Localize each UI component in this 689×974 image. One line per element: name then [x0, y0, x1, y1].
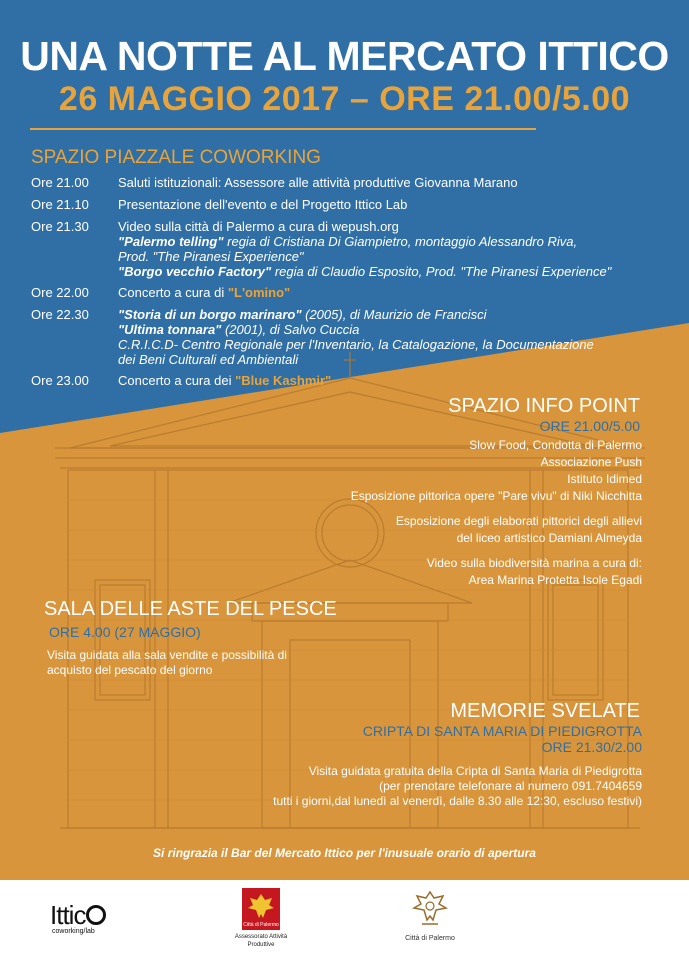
- memorie-place: CRIPTA DI SANTA MARIA DI PIEDIGROTTA: [362, 723, 642, 739]
- info-line: Istituto Idimed: [567, 472, 642, 486]
- program-time: Ore 22.30: [31, 307, 89, 322]
- poster-title: UNA NOTTE AL MERCATO ITTICO: [20, 33, 669, 79]
- assessorato-logo: [224, 888, 298, 949]
- program-text: Presentazione dell'evento e del Progetto Ittico Lab: [118, 197, 408, 212]
- program-film-line: [118, 234, 671, 249]
- ittico-o-icon: [86, 905, 106, 925]
- info-line: Esposizione degli elaborati pittorici degli allievi: [395, 514, 642, 528]
- film-credits: (2001), di Salvo Cuccia: [221, 322, 360, 337]
- thanks-note: Si ringrazia il Bar del Mercato Ittico per l'inusuale orario di apertura: [153, 846, 536, 860]
- info-point-time: ORE 21.00/5.00: [539, 418, 640, 434]
- title-divider: [30, 128, 536, 130]
- program-film-line: [118, 307, 671, 322]
- film-credit: C.R.I.C.D- Centro Regionale per l'Inventario, la Catalogazione, la Documentazione: [118, 337, 594, 352]
- ittico-sub: coworking/lab: [52, 928, 95, 935]
- program-text: Video sulla città di Palermo a cura di wepush.org: [118, 219, 399, 234]
- citta-caption: Città di Palermo: [405, 935, 455, 942]
- spacer: [282, 547, 642, 555]
- assessorato-caption-line: Assessorato Attività: [234, 934, 288, 940]
- ittico-brand: [50, 902, 106, 928]
- program-time: Ore 21.10: [31, 197, 89, 212]
- program-text: Concerto a cura di: [118, 285, 228, 300]
- program-row: [31, 219, 671, 279]
- badge-text: Città di Palermo: [243, 922, 279, 928]
- memorie-line: (per prenotare telefonare al numero 091.7404659: [379, 779, 642, 793]
- program-row: [31, 197, 671, 213]
- program-text: Saluti istituzionali: Assessore alle attività produttive Giovanna Marano: [118, 175, 518, 190]
- info-line: Area Marina Protetta Isole Egadi: [468, 573, 642, 587]
- sala-time: ORE 4.00 (27 MAGGIO): [49, 624, 201, 640]
- program-time: Ore 23.00: [31, 373, 89, 388]
- film-title: "Palermo telling": [118, 234, 224, 249]
- program-row: [31, 373, 671, 389]
- eagle-crest-icon: [242, 888, 280, 930]
- assessorato-caption-line: Produttive: [247, 942, 275, 948]
- program-time: Ore 21.00: [31, 175, 89, 190]
- ittico-lab-logo: [50, 902, 106, 936]
- coworking-program: [31, 175, 671, 395]
- film-credits: (2005), di Maurizio de Francisci: [301, 307, 487, 322]
- assessorato-caption: [224, 933, 298, 949]
- program-text-block: [118, 219, 671, 279]
- film-credit: dei Beni Culturali ed Ambientali: [118, 352, 299, 367]
- info-line: del liceo artistico Damiani Almeyda: [456, 531, 642, 545]
- sala-heading: SALA DELLE ASTE DEL PESCE: [44, 598, 337, 620]
- film-title: "Ultima tonnara": [118, 322, 222, 337]
- memorie-heading: MEMORIE SVELATE: [450, 700, 640, 722]
- spacer: [282, 505, 642, 513]
- memorie-line: Visita guidata gratuita della Cripta di Santa Maria di Piedigrotta: [308, 764, 642, 778]
- info-line: Esposizione pittorica opere "Pare vivu" di Niki Nicchitta: [350, 489, 642, 503]
- performer-name: "Blue Kashmir": [235, 373, 332, 388]
- poster-subtitle: 26 MAGGIO 2017 – ORE 21.00/5.00: [58, 80, 631, 118]
- program-film-line: [118, 322, 671, 337]
- info-point-list: [282, 437, 642, 589]
- program-time: Ore 22.00: [31, 285, 89, 300]
- memorie-line: tutti i giorni,dal lunedì al venerdì, dalle 8.30 alle 12:30, escluso festivi): [273, 794, 642, 808]
- coworking-heading: SPAZIO PIAZZALE COWORKING: [31, 147, 321, 168]
- program-time: Ore 21.30: [31, 219, 89, 234]
- program-text-block: [118, 285, 671, 301]
- memorie-description: [222, 764, 642, 809]
- program-row: [31, 307, 671, 367]
- info-line: Video sulla biodiversità marina a cura di:: [426, 556, 642, 570]
- info-point-heading: SPAZIO INFO POINT: [448, 395, 640, 417]
- film-title: "Borgo vecchio Factory": [118, 264, 272, 279]
- program-row: [31, 175, 671, 191]
- film-title: "Storia di un borgo marinaro": [118, 307, 302, 322]
- program-text-block: [118, 373, 671, 389]
- info-line: Associazione Push: [540, 455, 642, 469]
- eagle-coat-of-arms-icon: [410, 888, 450, 928]
- info-line: Slow Food, Condotta di Palermo: [469, 438, 642, 452]
- program-film-line: [118, 264, 671, 279]
- film-credits: regia di Claudio Esposito, Prod. "The Piranesi Experience": [271, 264, 612, 279]
- program-text: Concerto a cura dei: [118, 373, 236, 388]
- film-production: Prod. "The Piranesi Experience": [118, 249, 304, 264]
- memorie-subheading: [363, 723, 642, 755]
- film-credits: regia di Cristiana Di Giampietro, montaggio Alessandro Riva,: [223, 234, 578, 249]
- footer-logos: [0, 880, 689, 974]
- ittico-brand-text: Ittic: [50, 900, 86, 930]
- program-text-block: [118, 307, 671, 367]
- citta-palermo-logo: [405, 888, 455, 942]
- performer-name: "L'omino": [227, 285, 291, 300]
- sala-description: Visita guidata alla sala vendite e possibilità di acquisto del pescato del giorno: [47, 648, 287, 677]
- memorie-time: ORE 21.30/2.00: [541, 739, 642, 755]
- program-row: [31, 285, 671, 301]
